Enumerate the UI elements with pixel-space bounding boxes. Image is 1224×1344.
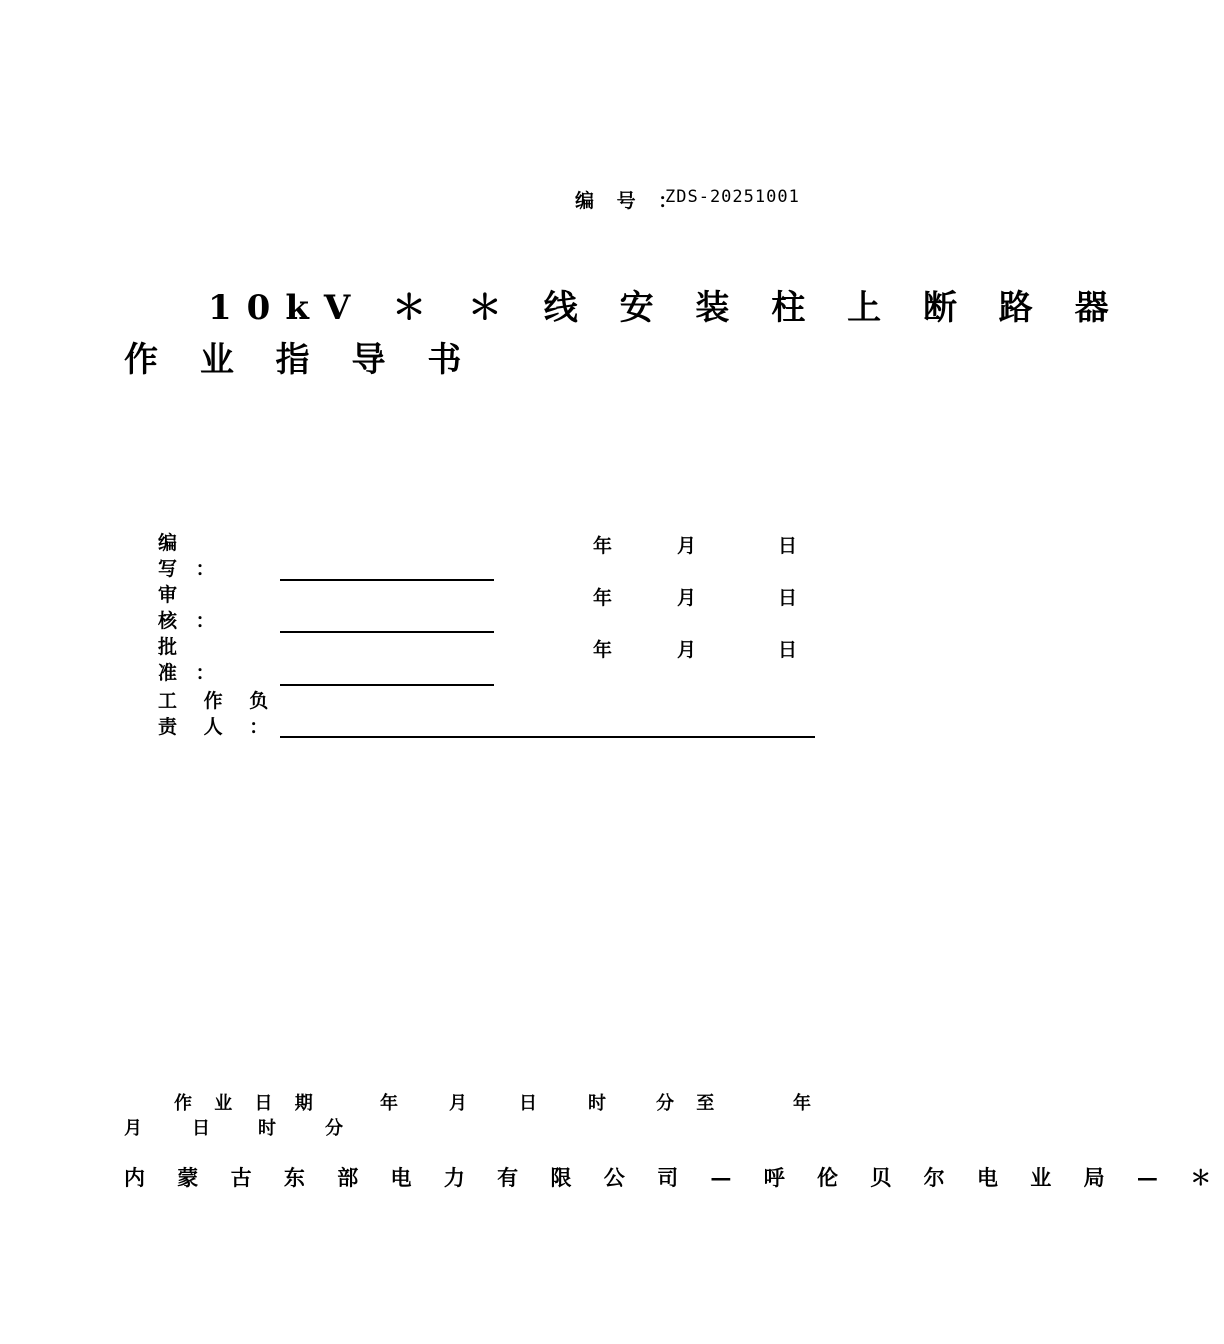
signature-line-reviewer[interactable] [280, 631, 494, 633]
date-month-approver: 月 [677, 639, 697, 661]
date-year-reviewer: 年 [593, 587, 613, 609]
work-date-hour: 时 [588, 1093, 614, 1114]
signature-label-reviewer [158, 582, 221, 634]
work-date-minute-to: 分 至 [656, 1093, 723, 1114]
label-line: 责 人 ： [158, 716, 279, 738]
label-line: 编 [158, 532, 184, 554]
work-date-day2: 日 [192, 1118, 218, 1139]
date-day-approver: 日 [778, 639, 798, 661]
signature-line-approver[interactable] [280, 684, 494, 686]
date-day-reviewer: 日 [778, 587, 798, 609]
label-line: 工 作 负 [158, 690, 279, 712]
work-date-minute2: 分 [325, 1118, 351, 1139]
label-line: 写 ： [158, 558, 221, 580]
doc-number-label: 编 号 ： [575, 190, 686, 212]
date-month-writer: 月 [677, 535, 697, 557]
work-date-day: 日 [519, 1093, 545, 1114]
label-line: 审 [158, 584, 184, 606]
label-line: 批 [158, 636, 184, 658]
work-date-year: 年 [380, 1093, 406, 1114]
date-month-reviewer: 月 [677, 587, 697, 609]
signature-line-responsible[interactable] [280, 736, 815, 738]
label-line: 核 ： [158, 610, 221, 632]
work-date-month: 月 [449, 1093, 475, 1114]
work-date-year2: 年 [793, 1093, 819, 1114]
date-year-writer: 年 [593, 535, 613, 557]
document-title-line1: 10kV ＊ ＊ 线 安 装 柱 上 断 路 器 [208, 288, 1124, 328]
signature-label-writer [158, 530, 221, 582]
document-title-line2: 作 业 指 导 书 [124, 340, 477, 380]
work-date-label: 作 业 日 期 [174, 1093, 321, 1114]
signature-label-responsible [158, 688, 278, 740]
work-date-month2: 月 [124, 1118, 150, 1139]
company-name: 内 蒙 古 东 部 电 力 有 限 公 司 — 呼 伦 贝 尔 电 业 局 — ＊ [124, 1165, 1224, 1190]
label-line: 准 ： [158, 662, 221, 684]
date-day-writer: 日 [778, 535, 798, 557]
work-date-hour2: 时 [258, 1118, 284, 1139]
signature-label-approver [158, 634, 221, 686]
signature-line-writer[interactable] [280, 579, 494, 581]
doc-number-value: ZDS-20251001 [665, 187, 800, 207]
date-year-approver: 年 [593, 639, 613, 661]
